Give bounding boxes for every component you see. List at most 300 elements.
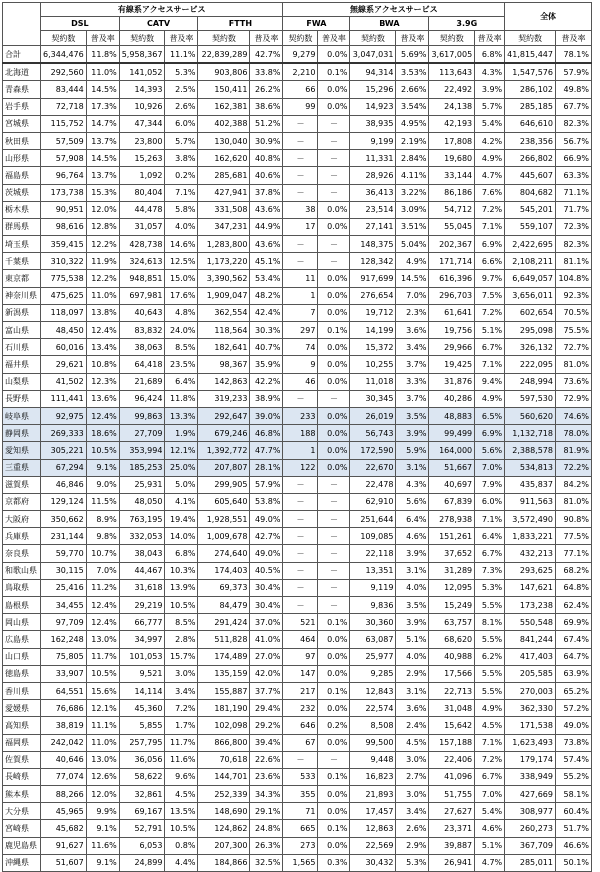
- rate-cell: 4.8%: [165, 304, 198, 321]
- rate-cell: 26.3%: [250, 837, 283, 854]
- contracts-cell: 6,344,476: [41, 46, 87, 64]
- rate-cell: 3.4%: [396, 339, 429, 356]
- contracts-cell: 22,574: [350, 700, 396, 717]
- prefecture-name: 兵庫県: [3, 528, 41, 545]
- contracts-cell: －: [283, 528, 318, 545]
- contracts-cell: 1,173,220: [198, 253, 250, 270]
- rate-cell: 11.1%: [165, 46, 198, 64]
- rate-cell: 4.0%: [165, 218, 198, 235]
- contracts-cell: 2,108,211: [505, 253, 556, 270]
- rate-cell: 9.1%: [86, 459, 119, 476]
- table-row: [3, 184, 592, 201]
- contracts-cell: －: [283, 167, 318, 184]
- contracts-cell: 19,680: [429, 150, 475, 167]
- contracts-cell: 15,372: [350, 339, 396, 356]
- rate-cell: 64.8%: [555, 579, 591, 596]
- contracts-cell: 362,330: [505, 700, 556, 717]
- prefecture-name: 徳島県: [3, 665, 41, 682]
- rate-cell: 3.9%: [396, 545, 429, 562]
- contracts-cell: 296,703: [429, 287, 475, 304]
- rate-cell: 8.9%: [86, 511, 119, 528]
- rate-cell: 0.0%: [318, 425, 350, 442]
- rate-cell: 6.9%: [475, 425, 505, 442]
- contracts-cell: 3,047,031: [350, 46, 396, 64]
- rate-cell: 30.4%: [250, 579, 283, 596]
- rate-cell: 14.6%: [165, 236, 198, 253]
- contracts-cell: －: [283, 132, 318, 149]
- total-row: [3, 46, 592, 64]
- contracts-cell: －: [283, 579, 318, 596]
- rate-cell: 5.7%: [475, 98, 505, 115]
- contracts-cell: 14,199: [350, 322, 396, 339]
- rate-cell: 11.9%: [86, 253, 119, 270]
- rate-cell: 0.0%: [318, 46, 350, 64]
- table-row: [3, 459, 592, 476]
- contracts-cell: 37,652: [429, 545, 475, 562]
- rate-cell: 4.9%: [475, 700, 505, 717]
- rate-cell: 92.3%: [555, 287, 591, 304]
- prefecture-name: 佐賀県: [3, 751, 41, 768]
- contracts-cell: －: [283, 511, 318, 528]
- rate-cell: 0.0%: [318, 304, 350, 321]
- contracts-cell: －: [283, 253, 318, 270]
- table-row: [3, 407, 592, 424]
- table-row: [3, 631, 592, 648]
- table-row: [3, 132, 592, 149]
- prefecture-name: 岡山県: [3, 614, 41, 631]
- contracts-cell: 9,199: [350, 132, 396, 149]
- rate-cell: 30.9%: [250, 132, 283, 149]
- rate-cell: 11.0%: [86, 287, 119, 304]
- prefecture-name: 熊本県: [3, 786, 41, 803]
- rate-cell: 81.1%: [555, 253, 591, 270]
- contracts-cell: 36,413: [350, 184, 396, 201]
- header-ftth: FTTH: [198, 17, 283, 31]
- contracts-cell: 1,392,772: [198, 442, 250, 459]
- rate-cell: 78.1%: [555, 46, 591, 64]
- contracts-cell: 1,283,800: [198, 236, 250, 253]
- rate-cell: 3.6%: [396, 322, 429, 339]
- rate-cell: 27.0%: [250, 648, 283, 665]
- contracts-cell: 185,253: [119, 459, 165, 476]
- contracts-cell: 475,625: [41, 287, 87, 304]
- contracts-cell: 355: [283, 786, 318, 803]
- rate-cell: 10.5%: [86, 665, 119, 682]
- rate-cell: 72.3%: [555, 218, 591, 235]
- contracts-cell: 1,547,576: [505, 63, 556, 81]
- rate-cell: 3.5%: [396, 407, 429, 424]
- table-row: [3, 562, 592, 579]
- rate-cell: 1.9%: [165, 425, 198, 442]
- contracts-cell: 22,118: [350, 545, 396, 562]
- rate-cell: 3.0%: [396, 786, 429, 803]
- table-row: [3, 167, 592, 184]
- rate-cell: 5.3%: [475, 579, 505, 596]
- contracts-cell: 83,832: [119, 322, 165, 339]
- rate-cell: 12.4%: [86, 597, 119, 614]
- rate-cell: 3.22%: [396, 184, 429, 201]
- table-row: [3, 304, 592, 321]
- rate-cell: 7.1%: [475, 218, 505, 235]
- rate-cell: 11.7%: [86, 648, 119, 665]
- contracts-cell: 22,670: [350, 459, 396, 476]
- contracts-cell: －: [283, 476, 318, 493]
- rate-cell: 38.9%: [250, 390, 283, 407]
- rate-cell: 4.6%: [475, 820, 505, 837]
- rate-cell: 0.0%: [318, 373, 350, 390]
- contracts-cell: 3,390,562: [198, 270, 250, 287]
- contracts-cell: 172,590: [350, 442, 396, 459]
- table-row: [3, 81, 592, 98]
- contracts-cell: 28,926: [350, 167, 396, 184]
- rate-cell: 14.7%: [86, 115, 119, 132]
- rate-cell: 60.4%: [555, 803, 591, 820]
- contracts-cell: 207,807: [198, 459, 250, 476]
- contracts-cell: 63,087: [350, 631, 396, 648]
- rate-cell: 10.5%: [86, 442, 119, 459]
- contracts-cell: 68,620: [429, 631, 475, 648]
- contracts-cell: 67: [283, 734, 318, 751]
- rate-cell: 5.3%: [396, 854, 429, 871]
- contracts-cell: 17,808: [429, 132, 475, 149]
- contracts-cell: 67,839: [429, 493, 475, 510]
- rate-cell: 28.1%: [250, 459, 283, 476]
- contracts-cell: 10,255: [350, 356, 396, 373]
- contracts-cell: 57,509: [41, 132, 87, 149]
- contracts-cell: 157,188: [429, 734, 475, 751]
- contracts-cell: 445,607: [505, 167, 556, 184]
- rate-cell: 8.5%: [165, 339, 198, 356]
- contracts-cell: 128,342: [350, 253, 396, 270]
- rate-cell: 4.4%: [165, 854, 198, 871]
- contracts-cell: 427,941: [198, 184, 250, 201]
- contracts-cell: 91,627: [41, 837, 87, 854]
- contracts-cell: 29,966: [429, 339, 475, 356]
- rate-cell: 15.6%: [86, 682, 119, 699]
- rate-cell: 0.0%: [318, 287, 350, 304]
- contracts-cell: 22,478: [350, 476, 396, 493]
- contracts-cell: －: [283, 184, 318, 201]
- table-row: [3, 820, 592, 837]
- prefecture-name: 和歌山県: [3, 562, 41, 579]
- contracts-cell: 8,508: [350, 717, 396, 734]
- contracts-cell: －: [283, 390, 318, 407]
- rate-cell: 3.7%: [396, 390, 429, 407]
- contracts-cell: 24,138: [429, 98, 475, 115]
- header-dsl: DSL: [41, 17, 120, 31]
- contracts-cell: 48,050: [119, 493, 165, 510]
- rate-cell: 0.0%: [318, 648, 350, 665]
- contracts-cell: 12,095: [429, 579, 475, 596]
- prefecture-name: 三重県: [3, 459, 41, 476]
- rate-cell: 2.5%: [165, 81, 198, 98]
- prefecture-name: 岐阜県: [3, 407, 41, 424]
- rate-cell: 5.1%: [396, 631, 429, 648]
- rate-cell: 26.2%: [250, 81, 283, 98]
- table-row: [3, 597, 592, 614]
- contracts-cell: 63,757: [429, 614, 475, 631]
- contracts-cell: 1,092: [119, 167, 165, 184]
- rate-cell: 13.5%: [165, 803, 198, 820]
- rate-cell: 5.04%: [396, 236, 429, 253]
- contracts-cell: 16,823: [350, 768, 396, 785]
- contracts-cell: 34,997: [119, 631, 165, 648]
- contracts-cell: 54,712: [429, 201, 475, 218]
- contracts-cell: 5,855: [119, 717, 165, 734]
- rate-cell: 6.9%: [475, 236, 505, 253]
- rate-cell: 3.4%: [165, 682, 198, 699]
- rate-cell: 56.7%: [555, 132, 591, 149]
- rate-cell: 84.2%: [555, 476, 591, 493]
- rate-cell: 7.6%: [475, 184, 505, 201]
- header-rate: 普及率: [555, 31, 591, 46]
- rate-cell: 33.8%: [250, 63, 283, 81]
- header-rate: 普及率: [318, 31, 350, 46]
- contracts-cell: 40,286: [429, 390, 475, 407]
- contracts-cell: 47,344: [119, 115, 165, 132]
- contracts-cell: 23,800: [119, 132, 165, 149]
- contracts-cell: 14,114: [119, 682, 165, 699]
- contracts-cell: 113,643: [429, 63, 475, 81]
- rate-cell: 4.1%: [165, 493, 198, 510]
- rate-cell: 4.9%: [475, 150, 505, 167]
- contracts-cell: 41,502: [41, 373, 87, 390]
- rate-cell: 37.8%: [250, 184, 283, 201]
- rate-cell: 0.1%: [318, 682, 350, 699]
- rate-cell: 12.4%: [86, 614, 119, 631]
- contracts-cell: 435,837: [505, 476, 556, 493]
- contracts-cell: 34,455: [41, 597, 87, 614]
- contracts-cell: 101,053: [119, 648, 165, 665]
- rate-cell: 5.5%: [475, 597, 505, 614]
- contracts-cell: 66: [283, 81, 318, 98]
- contracts-cell: 242,042: [41, 734, 87, 751]
- rate-cell: 25.0%: [165, 459, 198, 476]
- rate-cell: 24.0%: [165, 322, 198, 339]
- rate-cell: 42.4%: [250, 304, 283, 321]
- rate-cell: 13.0%: [86, 751, 119, 768]
- contracts-cell: 15,249: [429, 597, 475, 614]
- rate-cell: 6.4%: [475, 528, 505, 545]
- rate-cell: 5.4%: [475, 803, 505, 820]
- rate-cell: 11.8%: [165, 390, 198, 407]
- rate-cell: 9.7%: [475, 270, 505, 287]
- table-row: [3, 614, 592, 631]
- rate-cell: 37.7%: [250, 682, 283, 699]
- rate-cell: 7.1%: [475, 356, 505, 373]
- contracts-cell: 560,620: [505, 407, 556, 424]
- contracts-cell: 77,074: [41, 768, 87, 785]
- contracts-cell: 122: [283, 459, 318, 476]
- rate-cell: 7.2%: [165, 700, 198, 717]
- table-row: [3, 854, 592, 871]
- rate-cell: －: [318, 167, 350, 184]
- header-row-category: [3, 3, 592, 17]
- header-contracts: 契約数: [198, 31, 250, 46]
- contracts-cell: 3,617,005: [429, 46, 475, 64]
- contracts-cell: 7: [283, 304, 318, 321]
- contracts-cell: 841,244: [505, 631, 556, 648]
- contracts-cell: 1,909,047: [198, 287, 250, 304]
- prefecture-name: 大分県: [3, 803, 41, 820]
- contracts-cell: 118,097: [41, 304, 87, 321]
- contracts-cell: 231,144: [41, 528, 87, 545]
- prefecture-name: 鹿児島県: [3, 837, 41, 854]
- rate-cell: －: [318, 511, 350, 528]
- contracts-cell: 30,360: [350, 614, 396, 631]
- contracts-cell: －: [283, 562, 318, 579]
- rate-cell: 81.0%: [555, 493, 591, 510]
- table-row: [3, 751, 592, 768]
- contracts-cell: 17: [283, 218, 318, 235]
- rate-cell: 72.7%: [555, 339, 591, 356]
- rate-cell: 10.5%: [165, 597, 198, 614]
- rate-cell: 9.8%: [86, 528, 119, 545]
- contracts-cell: 359,415: [41, 236, 87, 253]
- rate-cell: 4.11%: [396, 167, 429, 184]
- contracts-cell: 164,000: [429, 442, 475, 459]
- rate-cell: 40.8%: [250, 150, 283, 167]
- contracts-cell: 84,479: [198, 597, 250, 614]
- prefecture-name: 愛媛県: [3, 700, 41, 717]
- contracts-cell: 56,743: [350, 425, 396, 442]
- rate-cell: 1.7%: [165, 717, 198, 734]
- contracts-cell: 184,866: [198, 854, 250, 871]
- rate-cell: 77.5%: [555, 528, 591, 545]
- rate-cell: 67.4%: [555, 631, 591, 648]
- contracts-cell: 11,331: [350, 150, 396, 167]
- header-rate: 普及率: [475, 31, 505, 46]
- rate-cell: 62.4%: [555, 597, 591, 614]
- contracts-cell: 948,851: [119, 270, 165, 287]
- table-row: [3, 373, 592, 390]
- contracts-cell: 286,102: [505, 81, 556, 98]
- contracts-cell: 31,057: [119, 218, 165, 235]
- contracts-cell: 14,393: [119, 81, 165, 98]
- prefecture-name: 宮城県: [3, 115, 41, 132]
- contracts-cell: 260,273: [505, 820, 556, 837]
- header-wired: 有線系アクセスサービス: [41, 3, 283, 17]
- contracts-cell: 66,777: [119, 614, 165, 631]
- contracts-cell: 27,627: [429, 803, 475, 820]
- contracts-cell: 61,641: [429, 304, 475, 321]
- rate-cell: 11.0%: [86, 734, 119, 751]
- contracts-cell: －: [283, 115, 318, 132]
- rate-cell: 0.0%: [318, 218, 350, 235]
- rate-cell: 15.3%: [86, 184, 119, 201]
- rate-cell: 4.6%: [396, 528, 429, 545]
- table-body: [3, 46, 592, 872]
- contracts-cell: 162,381: [198, 98, 250, 115]
- contracts-cell: 1,928,551: [198, 511, 250, 528]
- contracts-cell: 48,883: [429, 407, 475, 424]
- contracts-cell: 367,709: [505, 837, 556, 854]
- rate-cell: 3.3%: [396, 373, 429, 390]
- contracts-cell: 1,009,678: [198, 528, 250, 545]
- contracts-cell: 44,478: [119, 201, 165, 218]
- prefecture-name: 青森県: [3, 81, 41, 98]
- contracts-cell: 45,360: [119, 700, 165, 717]
- rate-cell: －: [318, 579, 350, 596]
- rate-cell: 4.3%: [475, 63, 505, 81]
- rate-cell: 7.5%: [475, 287, 505, 304]
- contracts-cell: 142,863: [198, 373, 250, 390]
- contracts-cell: 202,367: [429, 236, 475, 253]
- contracts-cell: 48,450: [41, 322, 87, 339]
- rate-cell: 8.5%: [165, 614, 198, 631]
- contracts-cell: 150,411: [198, 81, 250, 98]
- contracts-cell: 38,063: [119, 339, 165, 356]
- rate-cell: 5.3%: [165, 63, 198, 81]
- rate-cell: 11.1%: [86, 717, 119, 734]
- rate-cell: 5.4%: [475, 115, 505, 132]
- contracts-cell: 46: [283, 373, 318, 390]
- contracts-cell: 19,756: [429, 322, 475, 339]
- rate-cell: 13.7%: [86, 132, 119, 149]
- rate-cell: 7.2%: [475, 201, 505, 218]
- rate-cell: 5.69%: [396, 46, 429, 64]
- rate-cell: 6.8%: [475, 46, 505, 64]
- rate-cell: 51.2%: [250, 115, 283, 132]
- rate-cell: 13.9%: [165, 579, 198, 596]
- rate-cell: 3.0%: [165, 665, 198, 682]
- table-row: [3, 734, 592, 751]
- rate-cell: －: [318, 528, 350, 545]
- rate-cell: 6.7%: [475, 339, 505, 356]
- contracts-cell: 2,388,578: [505, 442, 556, 459]
- contracts-cell: 97,709: [41, 614, 87, 631]
- rate-cell: 71.7%: [555, 201, 591, 218]
- rate-cell: 5.9%: [396, 442, 429, 459]
- contracts-cell: 285,185: [505, 98, 556, 115]
- rate-cell: 42.0%: [250, 665, 283, 682]
- rate-cell: 0.2%: [318, 717, 350, 734]
- rate-cell: 4.5%: [396, 734, 429, 751]
- contracts-cell: 25,931: [119, 476, 165, 493]
- rate-cell: 42.7%: [250, 528, 283, 545]
- rate-cell: 5.6%: [396, 493, 429, 510]
- prefecture-name: 滋賀県: [3, 476, 41, 493]
- rate-cell: 2.7%: [396, 768, 429, 785]
- rate-cell: 3.1%: [396, 459, 429, 476]
- contracts-cell: 22,839,289: [198, 46, 250, 64]
- contracts-cell: 58,622: [119, 768, 165, 785]
- contracts-cell: 182,641: [198, 339, 250, 356]
- contracts-cell: 9,836: [350, 597, 396, 614]
- contracts-cell: 148,690: [198, 803, 250, 820]
- rate-cell: 5.5%: [475, 665, 505, 682]
- contracts-cell: 17,566: [429, 665, 475, 682]
- prefecture-name: 山形県: [3, 150, 41, 167]
- table-row: [3, 476, 592, 493]
- rate-cell: 35.9%: [250, 356, 283, 373]
- table-row: [3, 270, 592, 287]
- rate-cell: 3.51%: [396, 218, 429, 235]
- contracts-cell: 9,448: [350, 751, 396, 768]
- rate-cell: 0.0%: [318, 270, 350, 287]
- contracts-cell: 616,396: [429, 270, 475, 287]
- contracts-cell: 22,406: [429, 751, 475, 768]
- rate-cell: 2.3%: [396, 304, 429, 321]
- contracts-cell: 866,800: [198, 734, 250, 751]
- contracts-cell: 679,246: [198, 425, 250, 442]
- rate-cell: 6.4%: [396, 511, 429, 528]
- contracts-cell: 232: [283, 700, 318, 717]
- rate-cell: 9.1%: [86, 854, 119, 871]
- table-row: [3, 682, 592, 699]
- rate-cell: －: [318, 476, 350, 493]
- contracts-cell: 5,958,367: [119, 46, 165, 64]
